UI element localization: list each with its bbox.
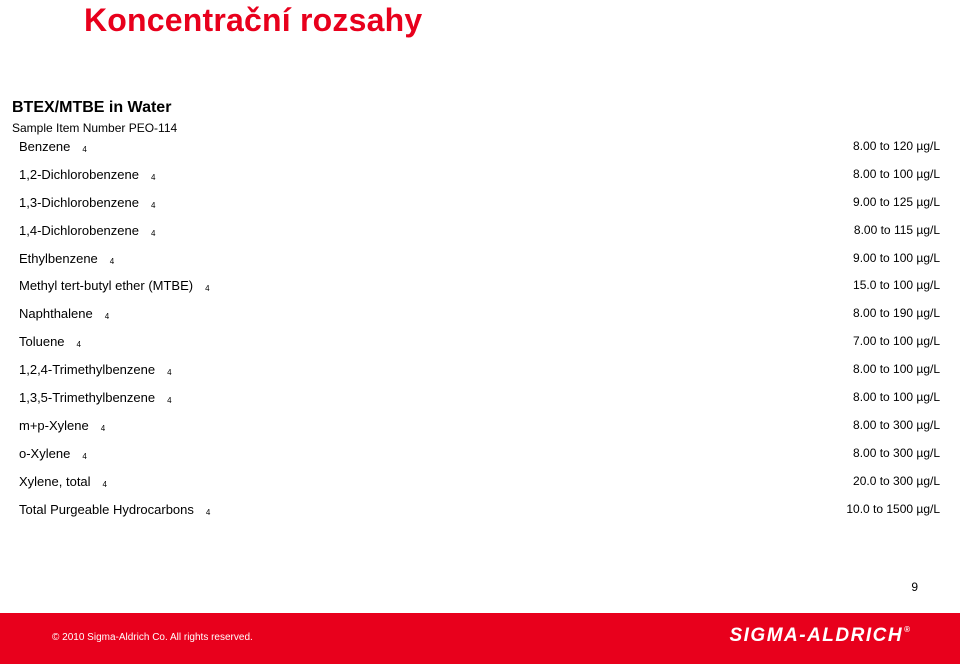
analyte-name-text: Total Purgeable Hydrocarbons (19, 501, 194, 517)
analyte-name (19, 278, 210, 293)
analyte-footnote-ref: 4 (167, 396, 172, 406)
analyte-row (0, 188, 960, 216)
sample-item-number: Sample Item Number PEO-114 (12, 121, 178, 135)
analyte-footnote-ref: 4 (82, 145, 87, 154)
analyte-row (0, 439, 960, 467)
analyte-row (0, 327, 960, 355)
analyte-name-text: Naphthalene (19, 306, 93, 322)
analyte-name-text: Xylene, total (19, 473, 91, 489)
analyte-name (19, 251, 114, 266)
analyte-row (0, 132, 960, 160)
registered-mark: ® (904, 625, 910, 634)
analyte-footnote-ref: 4 (150, 172, 156, 182)
analyte-list (0, 132, 960, 522)
analyte-name (19, 390, 172, 405)
analyte-name-text: o-Xylene (19, 445, 71, 461)
analyte-row (0, 160, 960, 188)
analyte-row (0, 383, 960, 411)
analyte-footnote-ref: 4 (76, 340, 81, 350)
analyte-name-text: Methyl tert-butyl ether (MTBE) (19, 278, 194, 294)
concentration-range: 8.00 to 115 µg/L (853, 222, 940, 237)
concentration-range: 20.0 to 300 µg/L (853, 473, 940, 488)
concentration-range: 8.00 to 100 µg/L (853, 390, 940, 405)
analyte-row (0, 355, 960, 383)
concentration-range: 15.0 to 100 µg/L (853, 278, 940, 293)
footer-bar (0, 613, 960, 664)
analyte-name (19, 306, 109, 321)
analyte-name (19, 474, 107, 489)
analyte-footnote-ref: 4 (104, 312, 110, 322)
analyte-footnote-ref: 4 (150, 200, 156, 210)
analyte-name-text: 1,2,4-Trimethylbenzene (19, 362, 156, 378)
analyte-name (19, 418, 105, 433)
analyte-name-text: 1,2-Dichlorobenzene (19, 166, 139, 182)
concentration-range: 8.00 to 190 µg/L (853, 306, 940, 321)
analyte-name (19, 223, 155, 238)
analyte-row (0, 495, 960, 523)
page-number: 9 (911, 580, 918, 594)
analyte-name (19, 167, 155, 182)
logo-text: SIGMA-ALDRICH (729, 625, 904, 646)
concentration-range: 8.00 to 100 µg/L (853, 166, 940, 181)
concentration-range: 8.00 to 120 µg/L (853, 139, 940, 153)
analyte-name-text: 1,3-Dichlorobenzene (19, 194, 139, 210)
analyte-row (0, 244, 960, 272)
analyte-name-text: 1,3,5-Trimethylbenzene (19, 390, 156, 406)
analyte-footnote-ref: 4 (167, 368, 172, 378)
slide-title: Koncentrační rozsahy (84, 2, 423, 38)
analyte-row (0, 216, 960, 244)
analyte-name-text: Benzene (19, 139, 71, 154)
analyte-name-text: Ethylbenzene (19, 250, 98, 266)
analyte-name (19, 195, 155, 210)
analyte-name-text: m+p-Xylene (19, 417, 89, 433)
analyte-name (19, 334, 81, 349)
analyte-name (19, 502, 210, 517)
concentration-range: 8.00 to 100 µg/L (853, 362, 940, 377)
analyte-name-text: Toluene (19, 334, 65, 350)
analyte-row (0, 299, 960, 327)
concentration-range: 9.00 to 100 µg/L (853, 250, 940, 265)
analyte-footnote-ref: 4 (205, 507, 211, 517)
concentration-range: 8.00 to 300 µg/L (853, 445, 940, 460)
analyte-name-text: 1,4-Dichlorobenzene (19, 222, 139, 238)
analyte-footnote-ref: 4 (109, 256, 115, 266)
analyte-name (19, 362, 172, 377)
concentration-range: 8.00 to 300 µg/L (853, 417, 940, 432)
analyte-footnote-ref: 4 (100, 423, 106, 433)
analyte-footnote-ref: 4 (205, 284, 210, 294)
analyte-row (0, 271, 960, 299)
analyte-footnote-ref: 4 (102, 479, 107, 489)
concentration-range: 7.00 to 100 µg/L (853, 334, 940, 349)
analyte-footnote-ref: 4 (150, 228, 156, 238)
copyright-text: © 2010 Sigma-Aldrich Co. All rights reserved. (52, 632, 253, 643)
analyte-row (0, 411, 960, 439)
analyte-name (19, 139, 87, 154)
section-title: BTEX/MTBE in Water (12, 99, 172, 116)
concentration-range: 10.0 to 1500 µg/L (846, 501, 940, 516)
analyte-footnote-ref: 4 (82, 451, 87, 461)
concentration-range: 9.00 to 125 µg/L (853, 194, 940, 209)
analyte-name (19, 446, 87, 461)
sigma-aldrich-logo (729, 625, 910, 647)
analyte-row (0, 467, 960, 495)
